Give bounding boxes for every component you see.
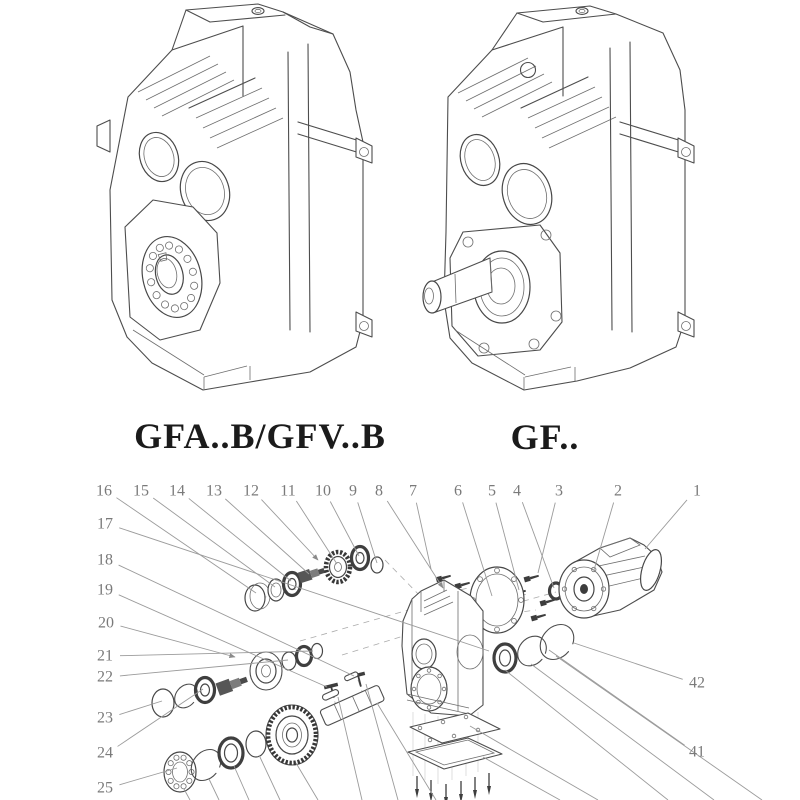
- callout-24: 24: [97, 744, 113, 762]
- callout-14: 14: [169, 482, 185, 500]
- leader-line-20: [121, 626, 235, 657]
- callout-12: 12: [243, 482, 259, 500]
- callout-3: 3: [555, 482, 563, 500]
- callout-22: 22: [97, 668, 113, 686]
- callout-17: 17: [97, 515, 113, 533]
- bearing: [297, 647, 312, 666]
- leader-line-7: [416, 503, 431, 569]
- left-upper-bore: [133, 127, 185, 186]
- leader-line-14: [189, 498, 291, 581]
- callout-41: 41: [689, 743, 705, 761]
- callout-23: 23: [97, 709, 113, 727]
- callout-16: 16: [96, 482, 112, 500]
- pan-gasket: [410, 713, 500, 743]
- snap-ring: [512, 630, 552, 671]
- callout-13: 13: [206, 482, 222, 500]
- callout-6: 6: [454, 482, 462, 500]
- right-upper-bore: [454, 129, 506, 190]
- callout-8: 8: [375, 482, 383, 500]
- leader-line-16: [116, 498, 256, 593]
- callout-42: 42: [689, 674, 705, 692]
- leader-line-10: [330, 501, 359, 556]
- leader-line-8: [387, 501, 443, 588]
- leader-line-3: [538, 503, 555, 573]
- callout-2: 2: [614, 482, 622, 500]
- callout-10: 10: [315, 482, 331, 500]
- callout-25: 25: [97, 779, 113, 797]
- snap-ring: [533, 618, 580, 666]
- retaining-ring: [371, 557, 383, 573]
- intermediate-pinion: [216, 673, 250, 696]
- shaft-key: [322, 689, 340, 701]
- gear-housing: [402, 580, 483, 716]
- leader-line-18: [119, 565, 354, 676]
- callout-4: 4: [513, 482, 521, 500]
- bottom-cover-assembly: [408, 712, 502, 800]
- leader-line-1: [645, 500, 687, 549]
- callout-5: 5: [488, 482, 496, 500]
- callout-1: 1: [693, 482, 701, 500]
- leader-line-12: [261, 500, 318, 560]
- exploded-view: [96, 483, 762, 800]
- washer: [282, 652, 296, 670]
- callout-labels: [96, 483, 705, 797]
- leader-line-41: [549, 650, 685, 745]
- motor-unit: [559, 538, 665, 618]
- callout-7: 7: [409, 482, 417, 500]
- callout-19: 19: [97, 581, 113, 599]
- callout-15: 15: [133, 482, 149, 500]
- left-model-label: GFA..B/GFV..B: [134, 416, 386, 456]
- output-gear: [266, 705, 318, 765]
- output-shaft: [311, 665, 385, 726]
- right-gearbox-drawing: [423, 6, 694, 390]
- callout-11: 11: [280, 482, 296, 500]
- right-lower-bore: [495, 157, 560, 231]
- left-gearbox-drawing: [97, 4, 372, 390]
- callout-18: 18: [97, 551, 113, 569]
- retaining-ring: [312, 644, 323, 659]
- leader-line-42: [574, 643, 683, 679]
- callout-9: 9: [349, 482, 357, 500]
- right-model-label: GF..: [510, 417, 580, 457]
- callout-21: 21: [97, 647, 113, 665]
- leader-line-11: [296, 501, 337, 564]
- washer: [246, 731, 266, 757]
- callout-20: 20: [98, 614, 114, 632]
